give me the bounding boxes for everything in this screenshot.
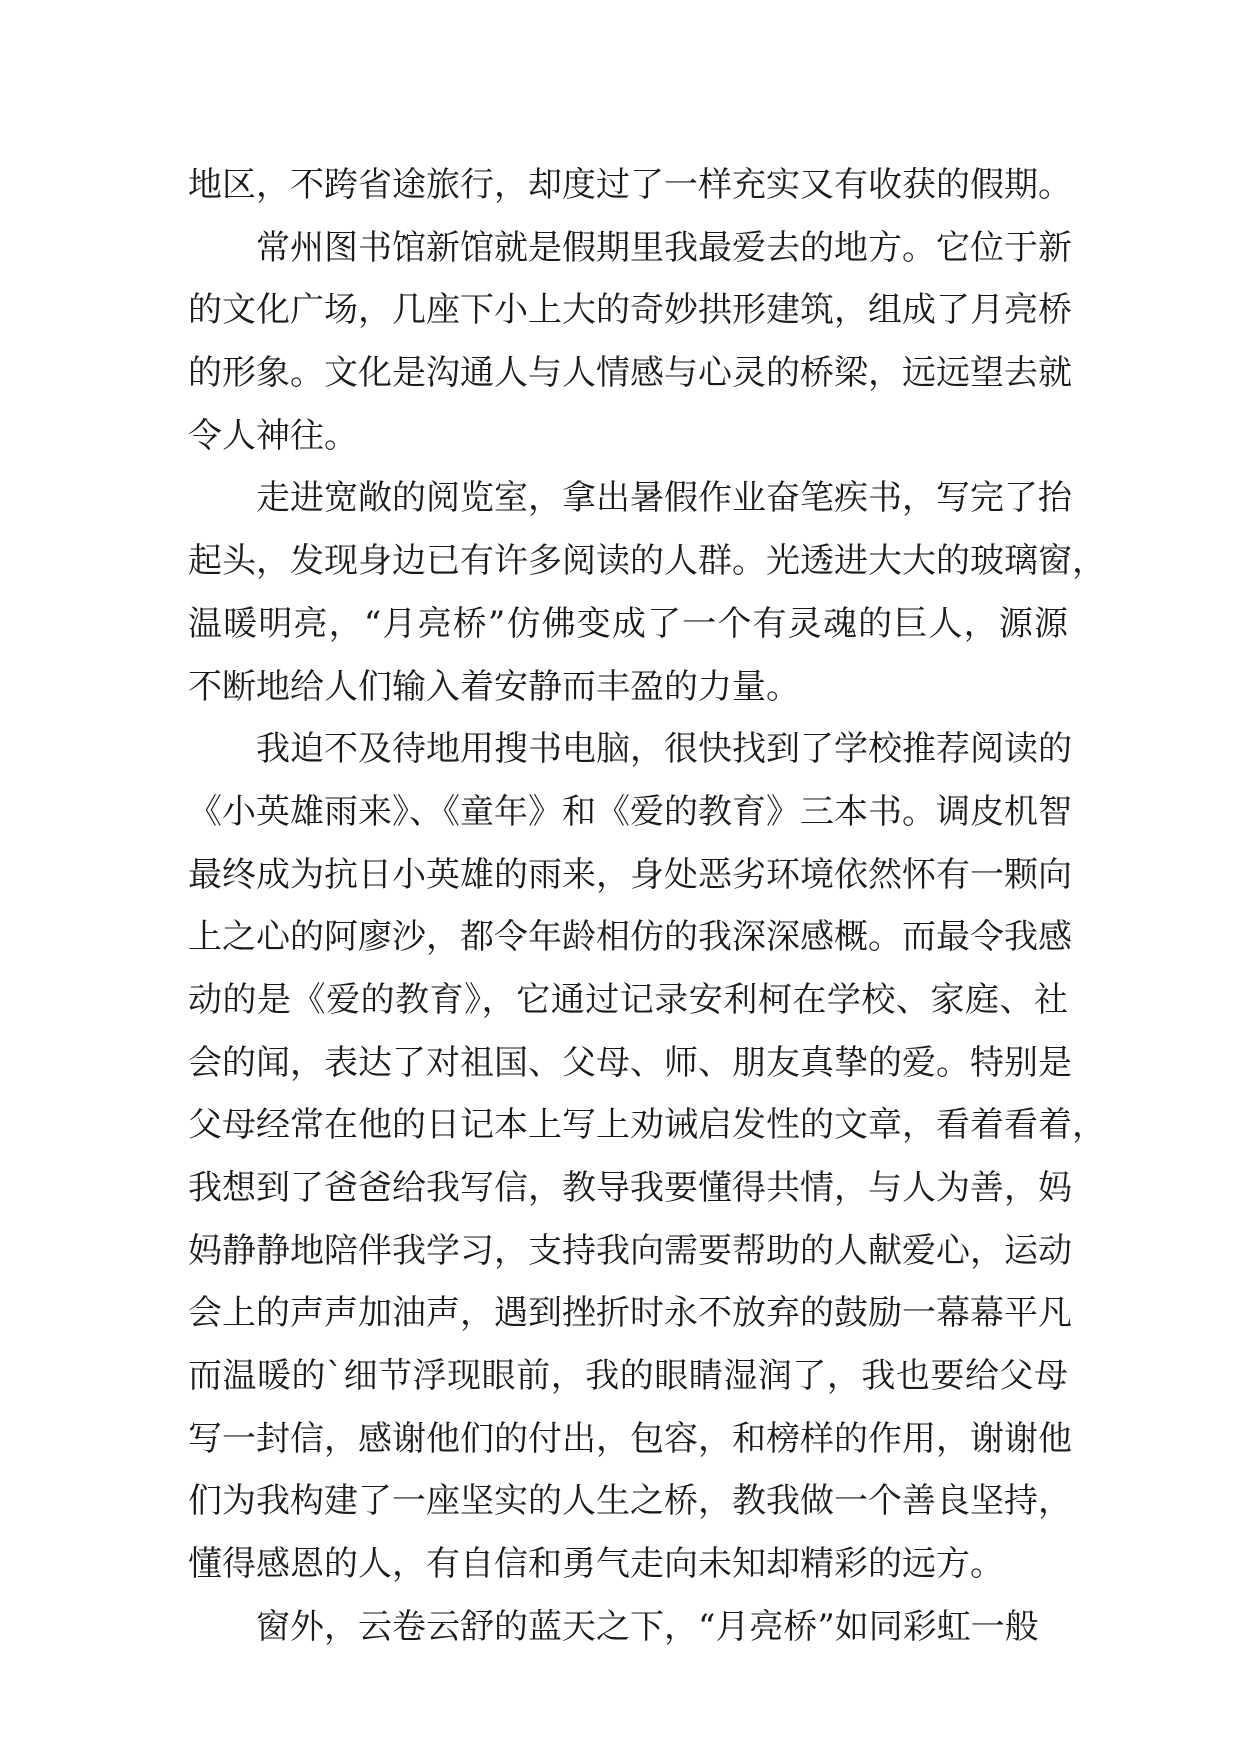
text-line: 《小英雄雨来》、《童年》和《爱的教育》三本书。调皮机智	[188, 791, 1072, 832]
paragraph-end-line: 令人神往。	[188, 415, 358, 456]
essay-body	[188, 154, 1106, 1659]
paragraph-start-line: 走进宽敞的阅览室，拿出暑假作业奋笔疾书，写完了抬	[256, 478, 1072, 519]
paragraph-start-line: 我迫不及待地用搜书电脑，很快找到了学校推荐阅读的	[256, 729, 1072, 770]
text-line: 动的是《爱的教育》，它通过记录安利柯在学校、家庭、社	[188, 979, 1068, 1020]
text-line: 上之心的阿廖沙，都令年龄相仿的我深深感概。而最令我感	[188, 917, 1072, 958]
text-line: 温暖明亮，“月亮桥”仿佛变成了一个有灵魂的巨人，源源	[188, 603, 1068, 644]
paragraph-end-line: 不断地给人们输入着安静而丰盈的力量。	[188, 666, 800, 707]
text-line: 会的闻，表达了对祖国、父母、师、朋友真挚的爱。特别是	[188, 1042, 1072, 1083]
text-line: 我想到了爸爸给我写信，教导我要懂得共情，与人为善，妈	[188, 1168, 1072, 1208]
text-line: 会上的声声加油声，遇到挫折时永不放弃的鼓励一幕幕平凡	[188, 1293, 1072, 1334]
paragraph-start-line: 常州图书馆新馆就是假期里我最爱去的地方。它位于新	[256, 227, 1072, 268]
paragraph-end-line: 懂得感恩的人，有自信和勇气走向未知却精彩的远方。	[188, 1544, 1004, 1585]
text-line: 的形象。文化是沟通人与人情感与心灵的桥梁，远远望去就	[188, 353, 1072, 394]
text-line: 妈静静地陪伴我学习，支持我向需要帮助的人献爱心，运动	[188, 1230, 1072, 1271]
text-line: 写一封信，感谢他们的付出，包容，和榜样的作用，谢谢他	[188, 1418, 1072, 1459]
text-line: 最终成为抗日小英雄的雨来，身处恶劣环境依然怀有一颗向	[188, 854, 1072, 895]
text-line: 的文化广场，几座下小上大的奇妙拱形建筑，组成了月亮桥	[188, 290, 1072, 331]
text-line: 们为我构建了一座坚实的人生之桥，教我做一个善良坚持，	[188, 1481, 1072, 1522]
text-line: 地区，不跨省途旅行，却度过了一样充实又有收获的假期。	[188, 165, 1072, 205]
text-line: 父母经常在他的日记本上写上劝诫启发性的文章，看着看着，	[188, 1105, 1106, 1146]
paragraph-start-line: 窗外，云卷云舒的蓝天之下，“月亮桥”如同彩虹一般	[256, 1606, 1039, 1647]
text-line: 而温暖的`细节浮现眼前，我的眼睛湿润了，我也要给父母	[188, 1356, 1068, 1397]
text-line: 起头，发现身边已有许多阅读的人群。光透进大大的玻璃窗，	[188, 541, 1106, 582]
